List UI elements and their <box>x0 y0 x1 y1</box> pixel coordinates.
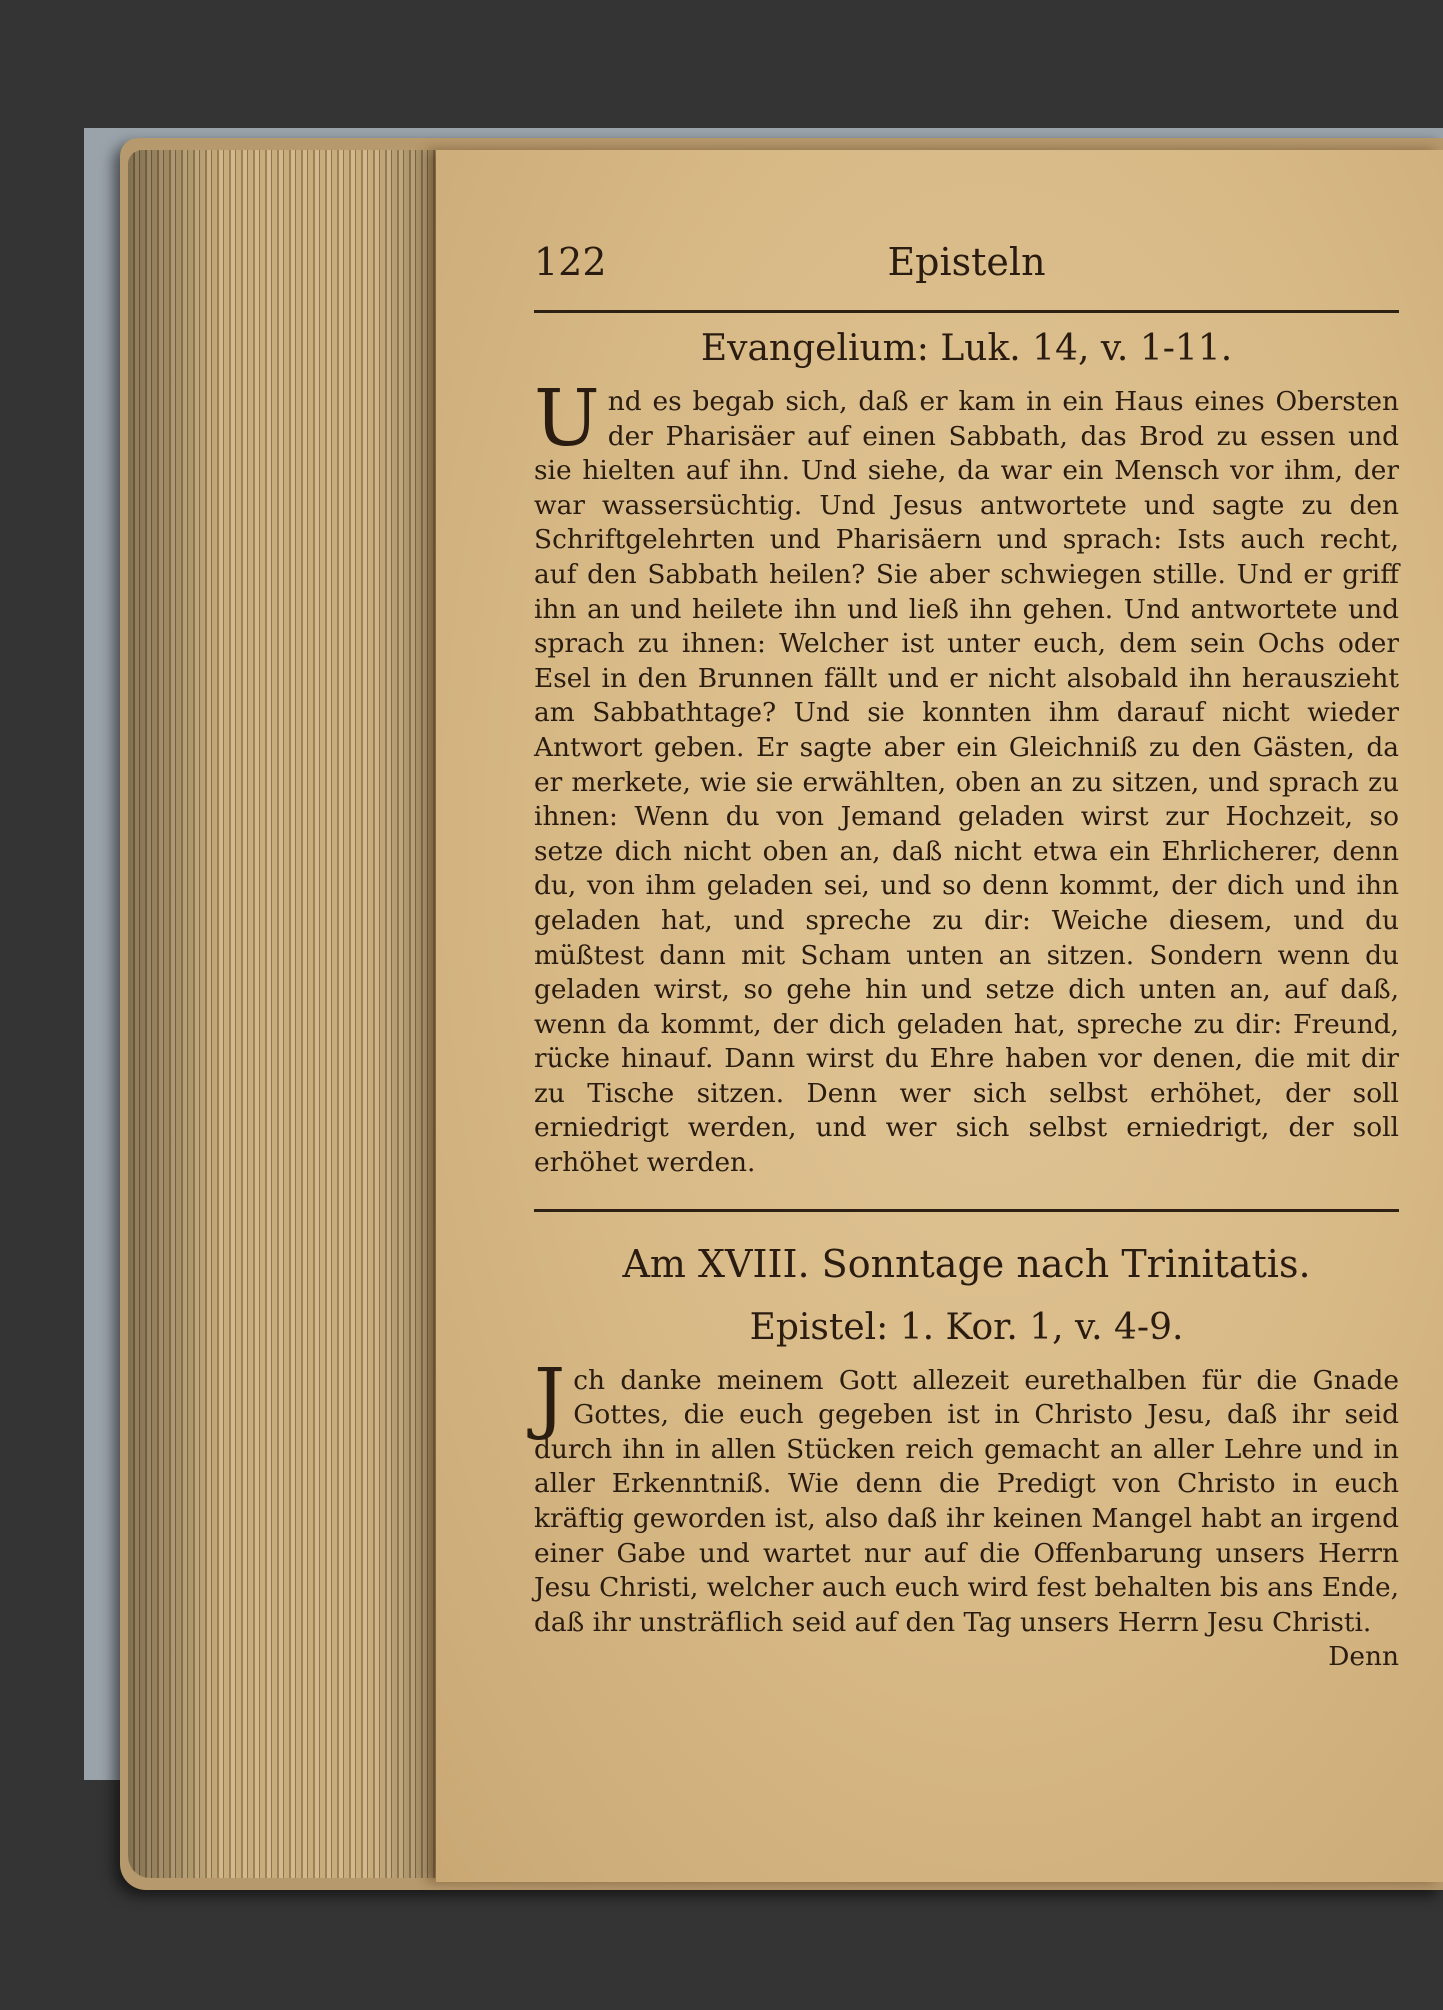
dropcap: U <box>534 374 600 464</box>
section-heading-sunday: Am XVIII. Sonntage nach Trinitatis. <box>622 1241 1311 1286</box>
epistle-text-body: ch danke meinem Gott allezeit eurethalben für die Gnade Gottes, die euch gegeben ist in Christo Jesu, daß ihr seid durch ihn in allen Stücken reich gemacht an aller Lehre und in aller Erkenntniß. Wie denn die Predigt von Christo in euch kräftig geworden ist, also daß ihr keinen Mangel habt an irgend einer Gabe und wartet nur auf die Offenbarung unsers Herrn Jesu Christi, welcher auch euch wird fest behalten bis ans Ende, daß ihr unsträflich seid auf den Tag unsers Herrn Jesu Christi. <box>534 1364 1399 1638</box>
gospel-text-body: nd es begab sich, daß er kam in ein Haus eines Obersten der Pharisäer auf einen Sabbath, das Brod zu essen und sie hielten auf ihn. Und siehe, da war ein Mensch vor ihm, der war wassersüchtig. Und Jesus antwortete und sagte zu den Schriftgelehrten und Pharisäern und sprach: Ists auch recht, auf den Sabbath heilen? Sie aber schwiegen stille. Und er griff ihn an und heilete ihn und ließ ihn gehen. Und antwortete und sprach zu ihnen: Welcher ist unter euch, dem sein Ochs oder Esel in den Brunnen fällt und er nicht alsobald ihn herauszieht am Sabbathtage? Und sie konnten ihm darauf nicht wieder Antwort geben. Er sagte aber ein Gleichniß zu den Gästen, da er merkete, wie sie erwählten, oben an zu sitzen, und sprach zu ihnen: Wenn du von Jemand geladen wirst zur Hochzeit, so setze dich nicht oben an, daß nicht etwa ein Ehrlicherer, denn du, von ihm geladen sei, und so denn kommt, der dich und ihn geladen hat, und spreche zu dir: Weiche diesem, und du müßtest dann mit Scham unten an sitzen. Sondern wenn du geladen wirst, so gehe hin und setze dich unten an, auf daß, wenn da kommt, der dich geladen hat, spreche zu dir: Freund, rücke hinauf. Dann wirst du Ehre haben vor denen, die mit dir zu Tische sitzen. Denn wer sich selbst erhöhet, der soll erniedrigt werden, und wer sich selbst erniedrigt, der soll erhöhet werden. <box>534 386 1399 1179</box>
gospel-text <box>534 374 1399 1181</box>
catchword: Denn <box>1328 1641 1399 1673</box>
section-subheading-epistle: Epistel: 1. Kor. 1, v. 4-9. <box>749 1306 1184 1348</box>
section-heading-gospel: Evangelium: Luk. 14, v. 1-11. <box>700 328 1233 369</box>
page-edges-shade <box>128 150 448 1878</box>
page-content <box>534 240 1399 1674</box>
section-rule <box>534 1209 1399 1212</box>
running-head <box>534 240 1399 300</box>
spacer <box>534 1181 1399 1209</box>
dropcap: J <box>534 1352 566 1443</box>
book-page <box>436 150 1443 1882</box>
header-rule <box>534 310 1399 313</box>
running-title: Episteln <box>887 240 1046 284</box>
page-number: 122 <box>534 240 607 284</box>
epistle-text <box>534 1352 1399 1641</box>
